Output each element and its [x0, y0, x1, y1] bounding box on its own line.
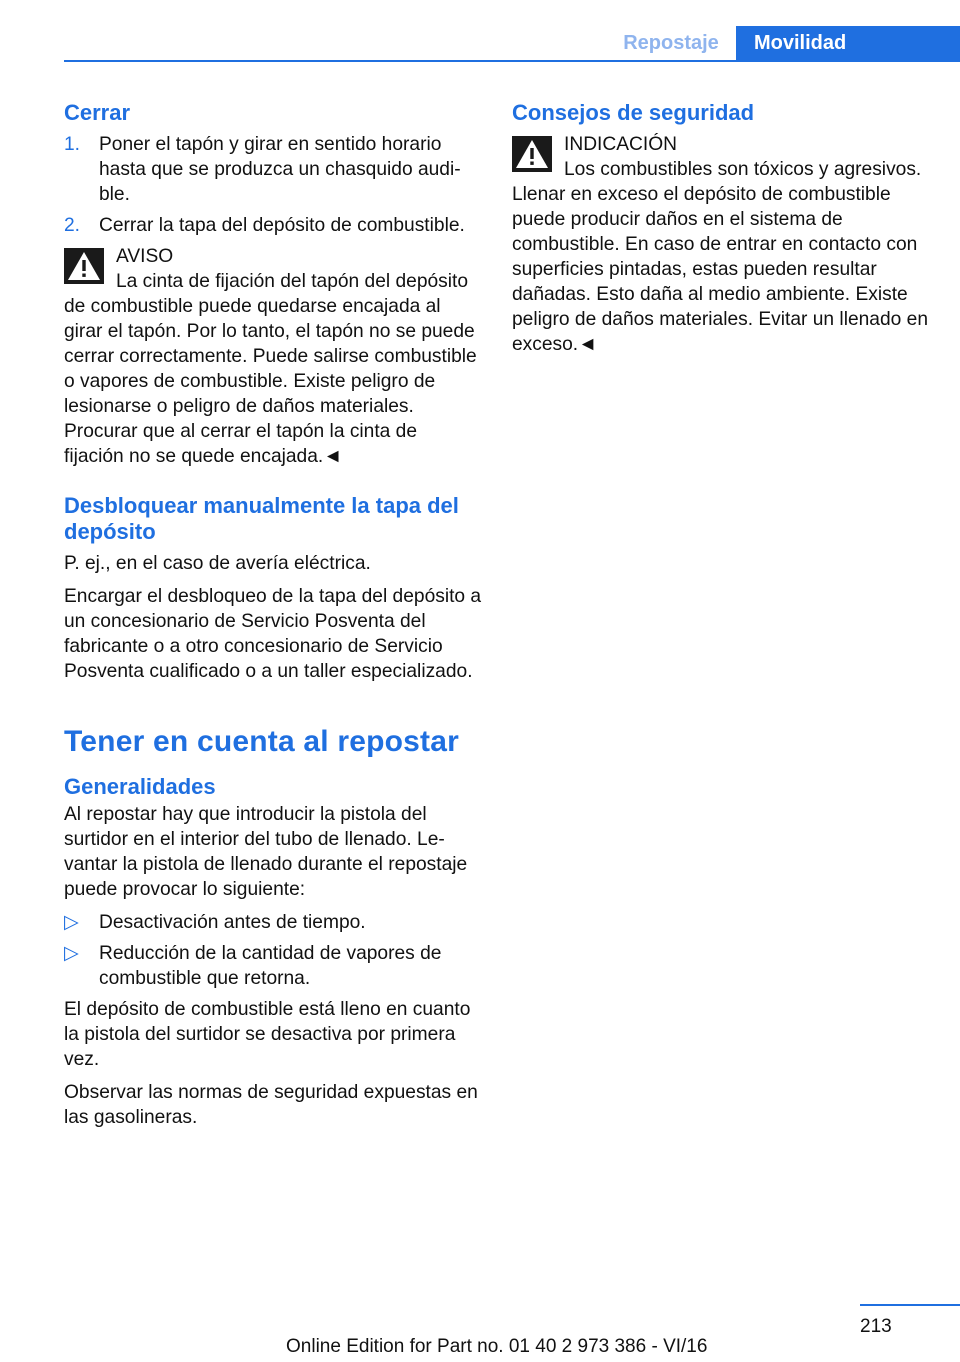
footer-rule [860, 1304, 960, 1306]
indicacion-block [512, 132, 928, 357]
normas-paragraph: Observar las normas de seguridad expuestas en las gasolineras. [64, 1082, 478, 1128]
generalidades-paragraph: Al repostar hay que introducir la pistola del surtidor en el interior del tubo de llenado. Levantar la pistola de llenado durante el repostaje puede provocar lo siguiente: [64, 804, 468, 900]
bullet-text: Reducción de la cantidad de vapores de combustible que retorna. [99, 943, 442, 989]
bullet-text: Desactivación antes de tiempo. [99, 912, 366, 933]
section-heading: Tener en cuenta al repostar [64, 725, 459, 758]
aviso-text: La cinta de fijación del tapón del depósito de combustible puede quedarse encajada al girar el tapón. Por lo tanto, el tapón no se puede cerrar correctamente. Puede salirse combustible o vapores de combustible. Existe peligro de lesionarse o peligro de daños materiales. Procurar que al cerrar el tapón la cinta de fijación no se quede encajada.◄ [64, 271, 477, 467]
aviso-title: AVISO [116, 246, 174, 267]
tab-movilidad[interactable]: Movilidad [736, 26, 960, 62]
step-text: Poner el tapón y girar en sentido horario hasta que se produzca un chasquido audible. [99, 134, 461, 205]
desbloquear-heading: Desbloquear manualmente la tapa del depósito [64, 493, 459, 544]
page-number: 213 [860, 1316, 892, 1337]
triangle-bullet-icon: ▷ [64, 943, 79, 964]
bullet-item [64, 910, 482, 935]
desbloquear-paragraph: Encargar el desbloqueo de la tapa del depósito a un concesionario de Servicio Posventa del fabricante o a otro concesionario de Servicio Posventa cualificado o a un taller especializado. [64, 586, 482, 682]
generalidades-heading: Generalidades [64, 774, 216, 799]
step-number: 1. [64, 134, 81, 155]
right-column [512, 100, 928, 365]
left-column [64, 100, 482, 1138]
indicacion-text: Los combustibles son tóxicos y agresivos. Llenar en exceso el depósito de combustible puede producir daños en el sistema de combustible. En caso de entrar en contacto con superficies pintadas, estas pueden resultar dañadas. Esto daña al medio ambiente. Existe peligro de daños materiales. Evitar un llenado en exceso.◄ [512, 159, 928, 355]
step-number: 2. [64, 215, 81, 236]
step-text: Cerrar la tapa del depósito de combustible. [99, 215, 465, 236]
tab-repostaje[interactable]: Repostaje [623, 32, 719, 54]
step-item [64, 213, 482, 238]
warning-icon [512, 136, 552, 172]
aviso-block [64, 244, 482, 469]
triangle-bullet-icon: ▷ [64, 912, 79, 933]
cerrar-heading: Cerrar [64, 100, 131, 125]
consejos-heading: Consejos de seguridad [512, 100, 755, 125]
lleno-paragraph: El depósito de combustible está lleno en cuanto la pistola del surtidor se desactiva por primera vez. [64, 999, 471, 1070]
edition-footer: Online Edition for Part no. 01 40 2 973 386 - VI/16 [286, 1336, 708, 1357]
indicacion-title: INDICACIÓN [564, 134, 677, 155]
warning-icon [64, 248, 104, 284]
desbloquear-paragraph: P. ej., en el caso de avería eléctrica. [64, 553, 371, 574]
step-item [64, 132, 482, 207]
bullet-item [64, 941, 482, 991]
header-rule [64, 60, 960, 62]
